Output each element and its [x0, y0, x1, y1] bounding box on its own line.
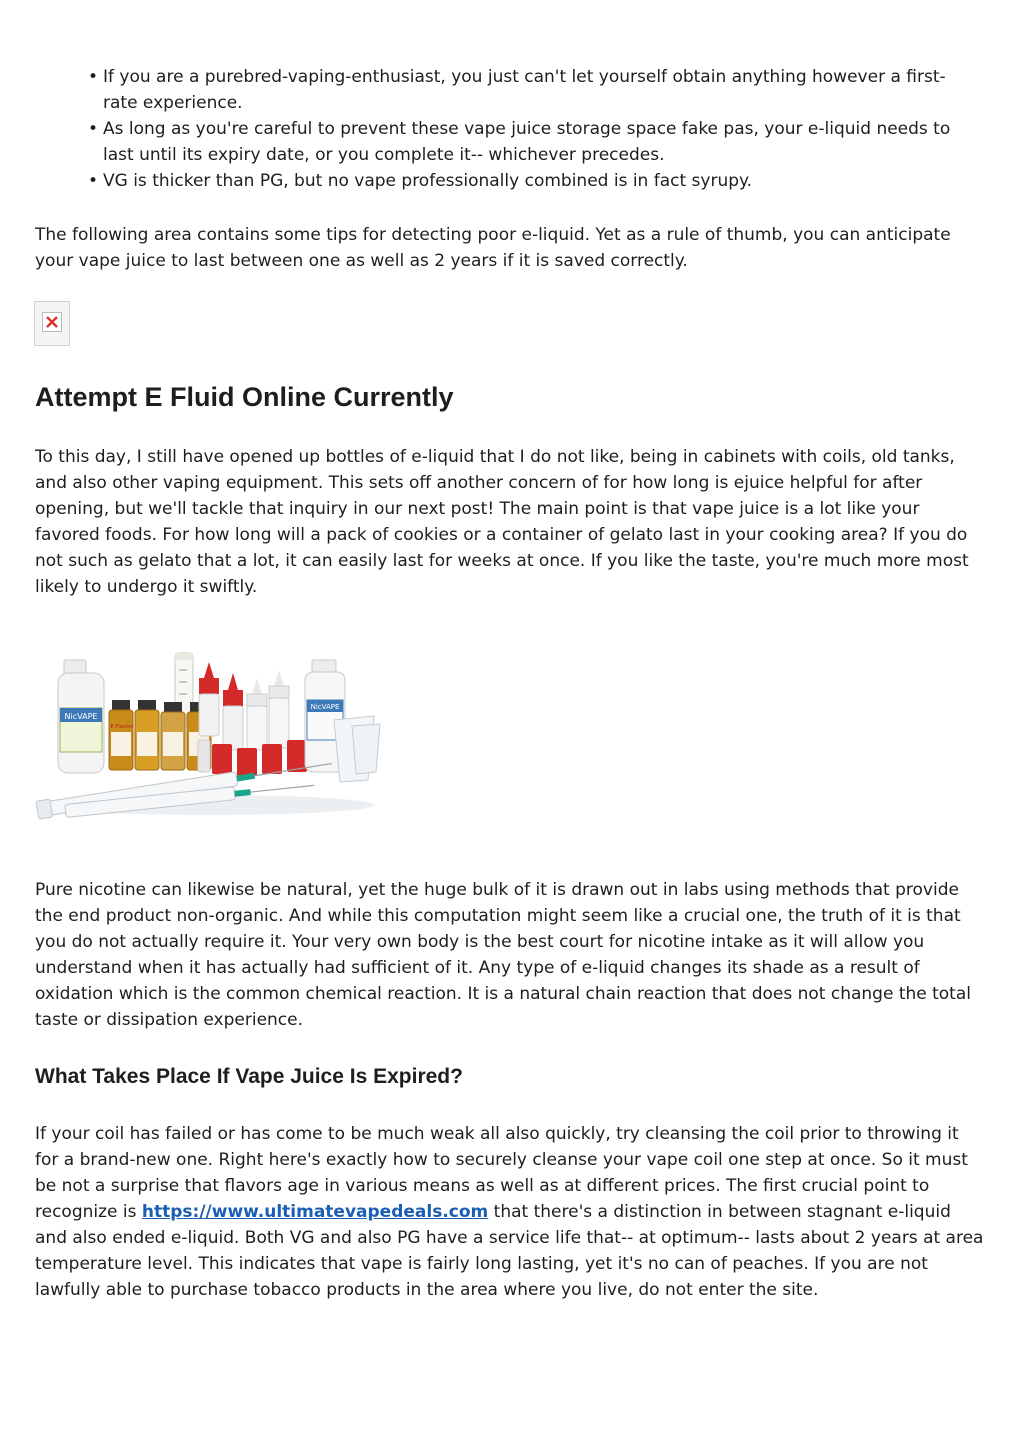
intro-paragraph: The following area contains some tips for detecting poor e-liquid. Yet as a rule of thumb, you can anticipate your vape juice to last between one as well as 2 years if it is saved correctly. [35, 225, 951, 271]
product-photo [34, 640, 384, 820]
sub-heading: What Takes Place If Vape Juice Is Expired? [35, 1065, 463, 1088]
paragraph-text: If your coil has failed or has come to be much weak all also quickly, try cleansing the coil prior to throwing it for a brand-new one. Right here's exactly how to securely cleanse your vape coil one step at once. So it must be not a surprise that flavors age in various means as well as at different prices. The first crucial point to recognize is [35, 1124, 968, 1222]
vial-label: E-Flavors [110, 724, 134, 730]
tips-bullet-list [88, 64, 978, 194]
body-paragraph: Pure nicotine can likewise be natural, yet the huge bulk of it is drawn out in labs using methods that provide the end product non-organic. And while this computation might seem like a crucial one, the truth of it is that you do not actually require it. Your very own body is the best court for nicotine intake as it will allow you understand when it has actually had sufficient of it. Any type of e-liquid changes its shade as a result of oxidation which is the common chemical reaction. It is a natural chain reaction that does not change the total taste or dissipation experience. [35, 880, 971, 1030]
ultimatevapedeals-link[interactable]: https://www.ultimatevapedeals.com [141, 1202, 489, 1222]
body-paragraph [35, 1121, 985, 1303]
body-paragraph: To this day, I still have opened up bottles of e-liquid that I do not like, being in cabinets with coils, old tanks, and also other vaping equipment. This sets off another concern of for how long is ejuice helpful for after opening, but we'll tackle that inquiry in our next post! The main point is that vape juice is a lot like your favored foods. For how long will a pack of cookies or a container of gelato last in your cooking area? If you do not such as gelato that a lot, it can easily last for weeks at once. If you like the taste, you're much more most likely to undergo it swiftly. [35, 447, 969, 597]
paragraph-text: that there's a distinction in between stagnant e-liquid and also ended e-liquid. Both VG and also PG have a service life that-- at optimum-- lasts about 2 years at area temperature level. This indicates that vape is fairly long lasting, yet it's no can of peaches. If you are not lawfully able to purchase tobacco products in the area where you live, do not enter the site. [35, 1202, 984, 1300]
bullet-item: • VG is thicker than PG, but no vape professionally combined is in fact syrupy. [88, 168, 978, 194]
main-heading: Attempt E Fluid Online Currently [35, 382, 454, 412]
bullet-item: • As long as you're careful to prevent these vape juice storage space fake pas, your e-liquid needs to last until its expiry date, or you complete it-- whichever precedes. [88, 116, 978, 168]
big-bottle-label: NicVAPE [64, 712, 98, 721]
broken-image-icon [34, 301, 70, 346]
small-bottle-label: NicVAPE [310, 703, 340, 711]
bullet-item: • If you are a purebred-vaping-enthusiast, you just can't let yourself obtain anything however a first-rate experience. [88, 64, 978, 116]
